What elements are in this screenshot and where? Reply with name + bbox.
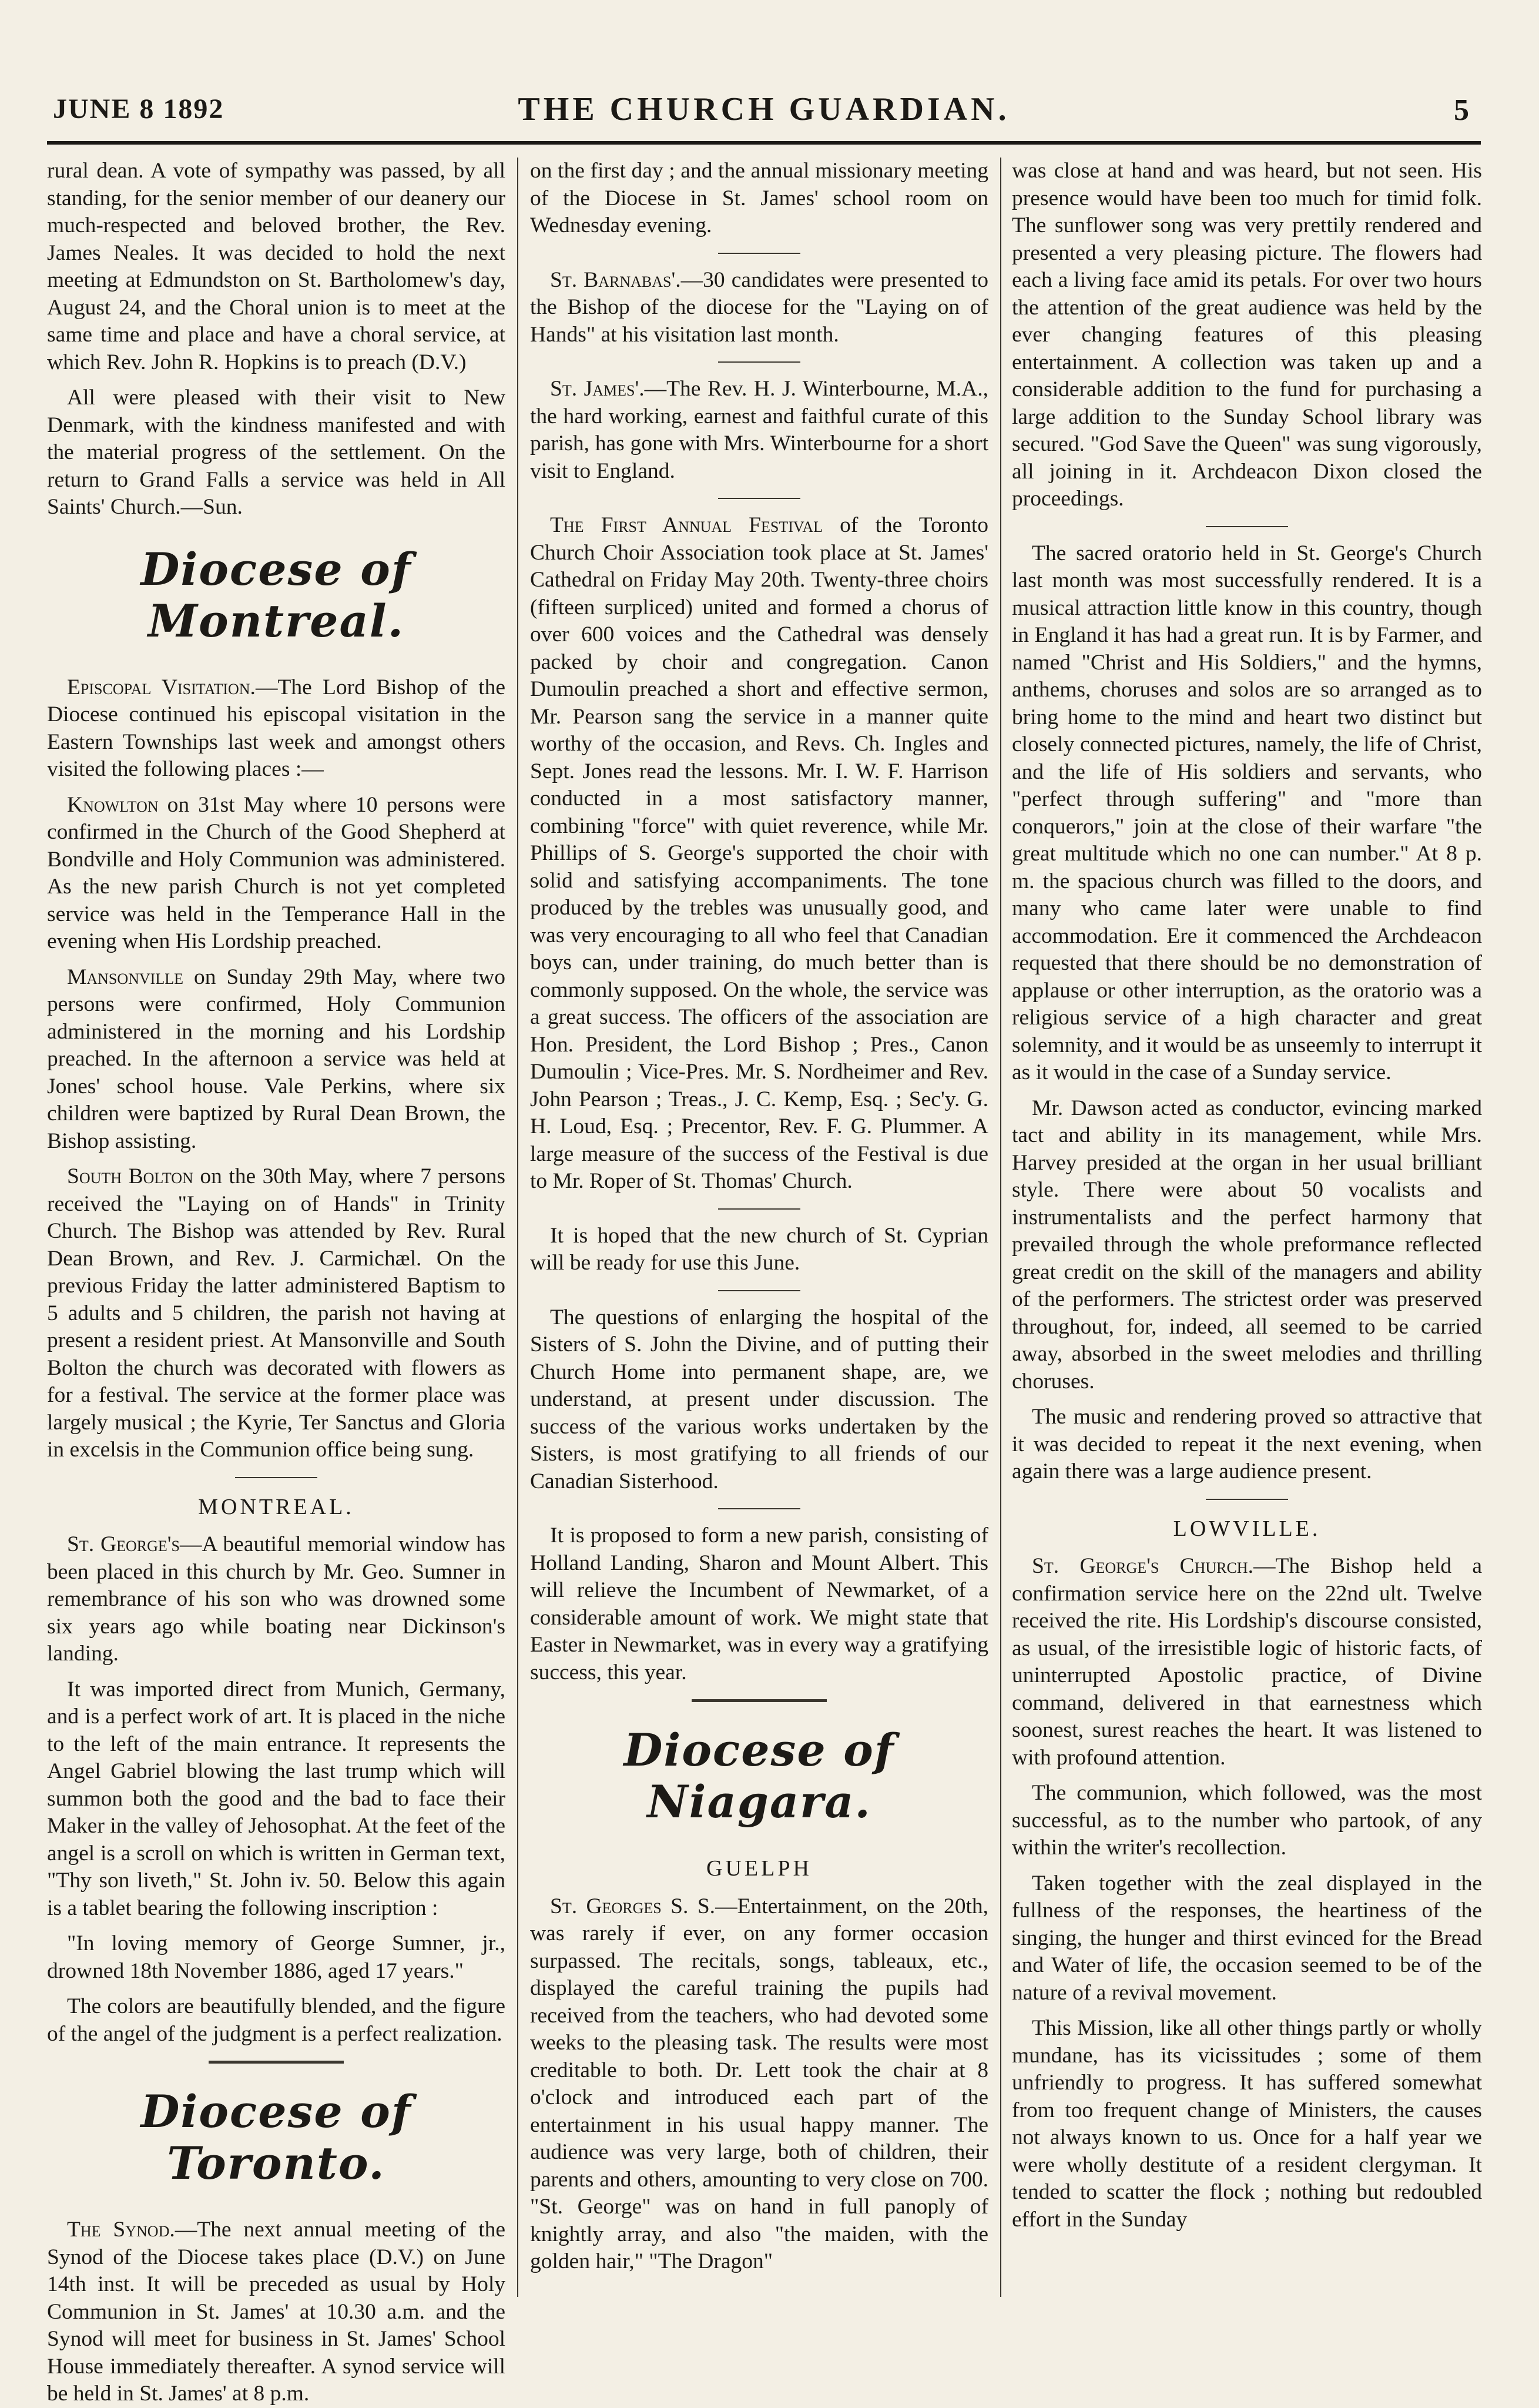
article-paragraph: —The next annual meeting of the Synod of the Diocese takes place (D.V.) on June 14th inst. It will be preceded as usual by Holy Communion in St. James' at 10.30 a.m. and the Synod will meet for business in St. James' School House immediately thereafter. A synod service will be held in St. James' at 8 p.m. bbox=[47, 2218, 506, 2406]
article-paragraph: The sacred oratorio held in St. George's Church last month was most successfully rendered. It is a musical attraction little know in this country, though in England it has had a great run. It is by Farmer, and named "Christ and His Soldiers," and the hymns, anthems, choruses and solos are so arranged as to bring home to the mind and heart two distinct but closely connected pictures, namely, the life of Christ, and the life of His soldiers and servants, who "perfect through suffering" and "more than conquerors," join at the close of their warfare "the great multitude which no one can number." At 8 p. m. the spacious church was filled to the doors, and many who came later were unable to find accommodation. Ere it commenced the Archdeacon requested that there should be no demonstration of applause or other interruption, as the oratorio was a religious service of a high character and great solemnity, and it would be as unseemly to interrupt it as it would in the case of a Sunday service. bbox=[1012, 541, 1482, 1084]
masthead bbox=[47, 88, 1481, 145]
item-lead: St. Barnabas'. bbox=[550, 267, 681, 292]
article-paragraph: The communion, which followed, was the most successful, as to the number who partook, of any within the writer's recollection. bbox=[1012, 1781, 1482, 1860]
article-paragraph: The music and rendering proved so attractive that it was decided to repeat it the next evening, when again there was a large audience present. bbox=[1012, 1405, 1482, 1483]
item-lead: St. Georges S. S. bbox=[550, 1894, 716, 1918]
item-lead: Episcopal Visitation. bbox=[67, 675, 256, 699]
subheading-guelph: GUELPH bbox=[706, 1856, 812, 1881]
article-paragraph: on the first day ; and the annual missionary meeting of the Diocese in St. James' school room on Wednesday evening. bbox=[530, 159, 988, 237]
column-2 bbox=[530, 158, 988, 2297]
column-rule bbox=[1000, 158, 1001, 2297]
article-paragraph: on the 30th May, where 7 persons received the "Laying on of Hands" in Trinity Church. The Bishop was attended by Rev. Rural Dean Brown, and Rev. J. Carmichæl. On the previous Friday the latter administered Baptism to 5 adults and 5 children, the parish not having at present a resident priest. At Mansonville and South Bolton the church was decorated with flowers as for a festival. The service at the former place was largely musical ; the Kyrie, Ter Sanctus and Gloria in excelsis in the Communion office being sung. bbox=[47, 1164, 505, 1462]
separator bbox=[1206, 1499, 1288, 1500]
article-paragraph: It is hoped that the new church of St. Cyprian will be ready for use this June. bbox=[530, 1223, 988, 1275]
article-paragraph: on 31st May where 10 persons were confirmed in the Church of the Good Shepherd at Bondville and Holy Communion was administered. As the new parish Church is not yet completed service was held in the Temperance Hall in the evening when His Lordship preached. bbox=[47, 792, 505, 953]
column-1 bbox=[47, 158, 506, 2406]
item-lead: The Synod. bbox=[67, 2218, 175, 2242]
issue-date: JUNE 8 1892 bbox=[53, 93, 224, 125]
separator bbox=[718, 253, 800, 254]
page-number: 5 bbox=[1454, 93, 1469, 127]
separator bbox=[718, 1508, 800, 1509]
article-paragraph: It was imported direct from Munich, Germany, and is a perfect work of art. It is placed in the niche to the left of the main entrance. It represents the Angel Gabriel blowing the last trump which will summon both the good and the bad to face their Maker in the valley of Jehosophat. At the feet of the angel is a scroll on which is written in German text, "Thy son liveth," St. John iv. 50. Below this again is a tablet bearing the following inscription : bbox=[47, 1677, 505, 1920]
article-paragraph: This Mission, like all other things partly or wholly mundane, has its vicissitudes ; some of them unfriendly to progress. It has suffered somewhat from too frequent change of Ministers, the causes not always known to us. Once for a half year we were wholly destitute of a resident clergyman. It tended to scatter the flock ; nothing but redoubled effort in the Sunday bbox=[1012, 2016, 1482, 2232]
article-paragraph: —The Lord Bishop of the Diocese continued his episcopal visitation in the Eastern Townships last week and amongst others visited the following places :— bbox=[47, 675, 505, 781]
item-lead: Knowlton bbox=[67, 792, 159, 817]
article-paragraph: The questions of enlarging the hospital of the Sisters of S. John the Divine, and of putting their Church Home into permanent shape, are, we understand, at present under discussion. The success of the various works undertaken by the Sisters, is most gratifying to all friends of our Canadian Sisterhood. bbox=[530, 1305, 988, 1493]
article-paragraph: of the Toronto Church Choir Association took place at St. James' Cathedral on Friday May 20th. Twenty-three choirs (fifteen surpliced) united and formed a chorus of over 600 voices and the Cathedral was densely packed by choir and congregation. Canon Dumoulin preached a short and effective sermon, Mr. Pearson sang the service in a manner quite worthy of the occasion, and Revs. Ch. Ingles and Sept. Jones read the lessons. Mr. I. W. F. Harrison conducted in a most satisfactory manner, combining "force" with quiet reverence, while Mr. Phillips of S. George's supported the choir with solid and satisfying accompaniments. The tone produced by the trebles was unusually good, and was very encouraging to all who feel that Canadian boys can, under training, do much better than is commonly supposed. On the whole, the service was a great success. The officers of the association are Hon. President, the Lord Bishop ; Pres., Canon Dumoulin ; Vice-Pres. Mr. S. Nordheimer and Rev. John Pearson ; Treas., J. C. Kemp, Esq. ; Sec'y. G. H. Loud, Esq. ; Precentor, Rev. F. G. Plummer. A large measure of the success of the Festival is due to Mr. Roper of St. Thomas' Church. bbox=[530, 513, 988, 1193]
article-paragraph: Mr. Dawson acted as conductor, evincing marked tact and ability in its management, while Mrs. Harvey presided at the organ in her usual brilliant style. There were about 50 vocalists and instrumentalists and the perfect harmony that prevailed through the whole preformance reflected great credit on the skill of the managers and ability of the performers. The strictest order was preserved throughout, for, indeed, all seemed to be carried away, absorbed in the sweet melodies and thrilling choruses. bbox=[1012, 1096, 1482, 1394]
article-paragraph: "In loving memory of George Sumner, jr., drowned 18th November 1886, aged 17 years." bbox=[47, 1931, 505, 1983]
article-paragraph: —The Bishop held a confirmation service here on the 22nd ult. Twelve received the rite. His Lordship's discourse consisted, as usual, of the irresistible logic of historic facts, of uninterrupted Apostolic practice, of Divine command, delivered in that earnestness which soonest, surest reaches the heart. It was listened to with profound attention. bbox=[1012, 1554, 1482, 1770]
article-paragraph: —The Rev. H. J. Winterbourne, M.A., the hard working, earnest and faithful curate of this parish, has gone with Mrs. Winterbourne for a short visit to England. bbox=[530, 377, 988, 483]
subheading-montreal: MONTREAL. bbox=[198, 1494, 354, 1519]
article-paragraph: The colors are beautifully blended, and the figure of the angel of the judgment is a perfect realization. bbox=[47, 1994, 505, 2046]
column-3 bbox=[1012, 158, 1482, 2297]
item-lead: The First Annual Festival bbox=[550, 513, 823, 537]
section-heading-niagara: Diocese of Niagara. bbox=[623, 1724, 895, 1828]
separator bbox=[235, 1477, 317, 1478]
article-paragraph: —30 candidates were presented to the Bishop of the diocese for the "Laying on of Hands" at his visitation last month. bbox=[530, 267, 988, 347]
article-paragraph: Taken together with the zeal displayed in the fullness of the responses, the heartiness of the singing, the hunger and thirst evinced for the Bread and Water of life, the occasion seemed to be of the nature of a revival movement. bbox=[1012, 1871, 1482, 2005]
item-lead: Mansonville bbox=[67, 964, 183, 989]
item-lead: South Bolton bbox=[67, 1164, 193, 1188]
separator bbox=[718, 1290, 800, 1291]
item-lead: St. George's Church. bbox=[1032, 1554, 1253, 1578]
separator bbox=[1206, 526, 1288, 527]
article-paragraph: —A beautiful memorial window has been placed in this church by Mr. Geo. Sumner in remembrance of his son who was drowned some six years ago while boating near Dickinson's landing. bbox=[47, 1532, 505, 1666]
article-paragraph: rural dean. A vote of sympathy was passed, by all standing, for the senior member of our deanery our much-respected and beloved brother, the Rev. James Neales. It was decided to hold the next meeting at Edmundston on St. Bartholomew's day, August 24, and the Choral union is to meet at the same time and place and have a choral service, at which Rev. John R. Hopkins is to preach (D.V.) bbox=[47, 159, 505, 374]
column-rule bbox=[517, 158, 518, 2297]
item-lead: St. James'. bbox=[550, 377, 645, 401]
separator bbox=[718, 498, 800, 499]
separator bbox=[209, 2061, 344, 2064]
article-paragraph: All were pleased with their visit to New Denmark, with the kindness manifested and with the material progress of the settlement. On the return to Grand Falls a service was held in All Saints' Church.—Sun. bbox=[47, 386, 505, 519]
section-heading-montreal: Diocese of Montreal. bbox=[140, 542, 412, 647]
article-paragraph: was close at hand and was heard, but not seen. His presence would have been too much for timid folk. The sunflower song was very prettily rendered and presented a very pleasing picture. The flowers had each a living face amid its petals. For over two hours the attention of the great audience was held by the ever changing features of this pleasing entertainment. A collection was taken up and a considerable addition to the fund for purchasing a large addition to the Sunday School library was secured. "God Save the Queen" was sung vigorously, all joining in it. Archdeacon Dixon closed the proceedings. bbox=[1012, 159, 1482, 511]
separator bbox=[718, 1208, 800, 1210]
item-lead: St. George's bbox=[67, 1532, 180, 1556]
article-paragraph: —Entertainment, on the 20th, was rarely if ever, on any former occasion surpassed. The recitals, songs, tableaux, etc., displayed the careful training the pupils had received from the teachers, who had devoted some weeks to the pleasing task. The results were most creditable to both. Dr. Lett took the chair at 8 o'clock and introduced each part of the entertainment in his usual happy manner. The audience was very large, both of children, their parents and others, amounting to very close on 700. "St. George" was on hand in full panoply of knightly array, and also "the maiden, with the golden hair," "The Dragon" bbox=[530, 1894, 988, 2273]
subheading-lowville: LOWVILLE. bbox=[1173, 1516, 1321, 1541]
article-paragraph: on Sunday 29th May, where two persons were confirmed, Holy Communion administered in the morning and his Lordship preached. In the afternoon a service was held at Jones' school house. Vale Perkins, where six children were baptized by Rural Dean Brown, the Bishop assisting. bbox=[47, 964, 505, 1153]
article-paragraph: It is proposed to form a new parish, consisting of Holland Landing, Sharon and Mount Albert. This will relieve the Incumbent of Newmarket, of a considerable amount of work. We might state that Easter in Newmarket, was in every way a gratifying success, this year. bbox=[530, 1523, 988, 1684]
newspaper-title: THE CHURCH GUARDIAN. bbox=[518, 91, 1010, 128]
separator bbox=[692, 1699, 827, 1702]
section-heading-toronto: Diocese of Toronto. bbox=[140, 2085, 412, 2189]
separator bbox=[718, 361, 800, 363]
